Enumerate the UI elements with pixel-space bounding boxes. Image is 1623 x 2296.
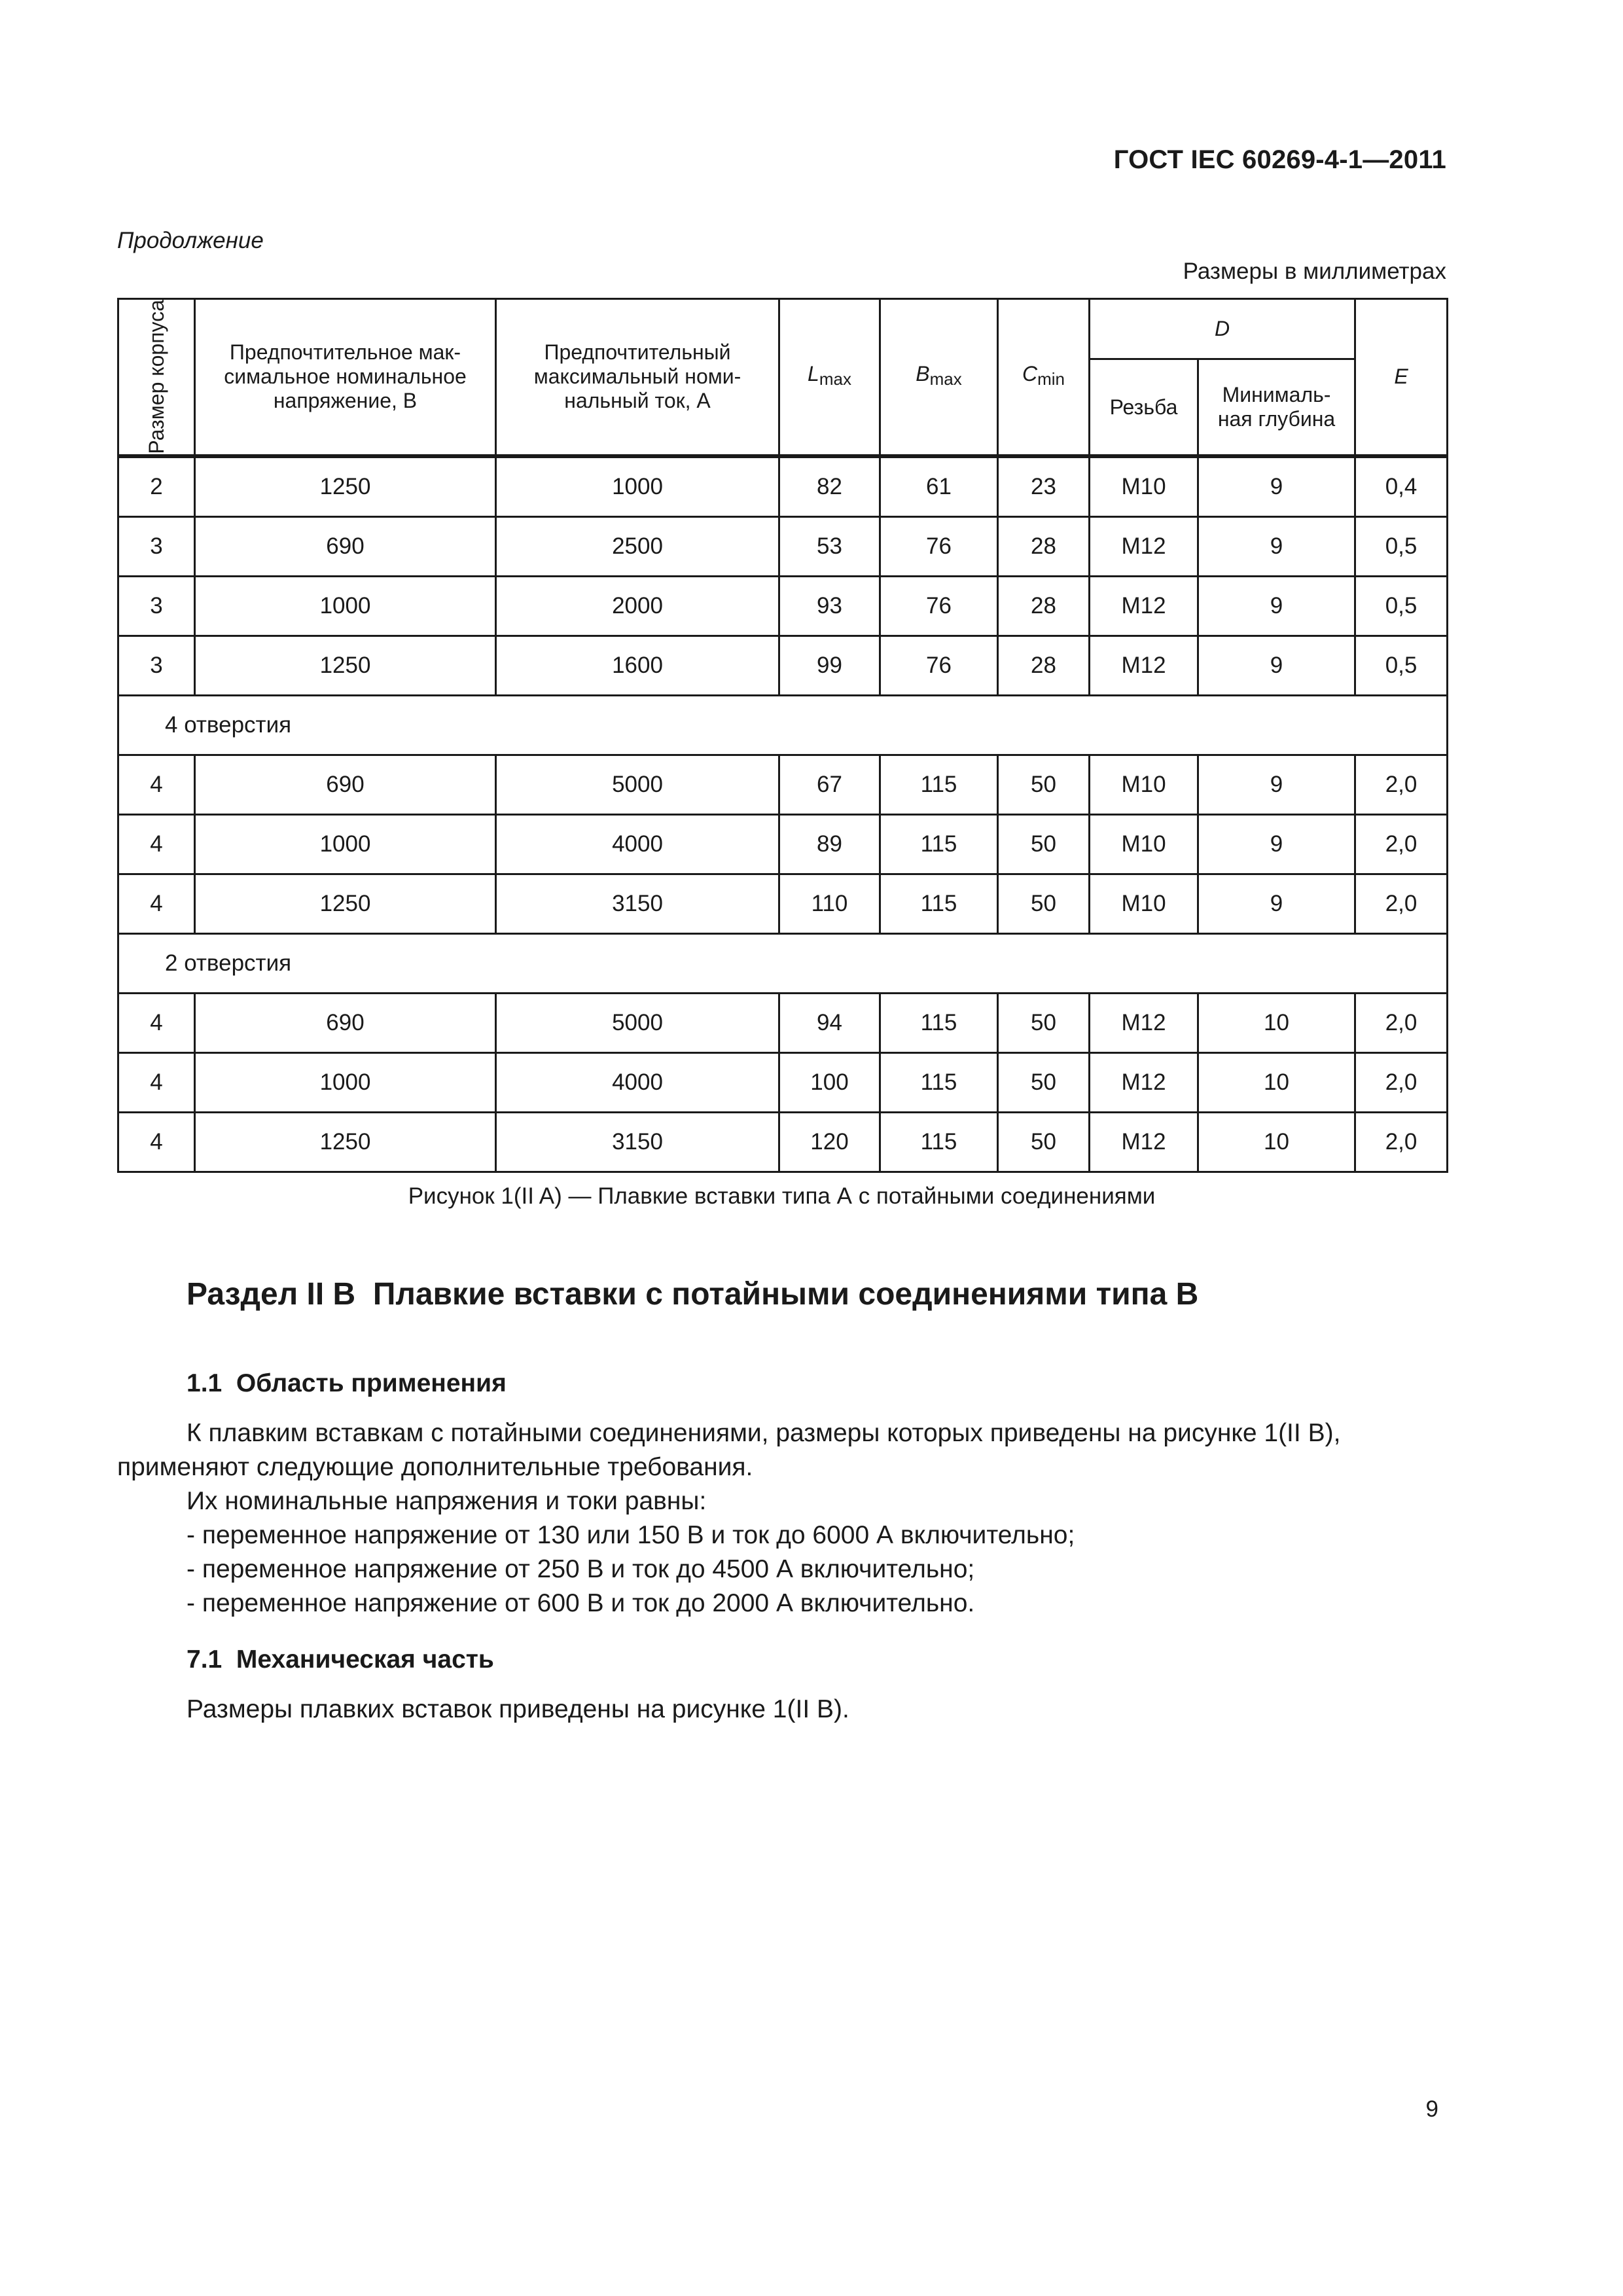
cell-thread: M10 [1090, 814, 1198, 874]
cell-l: 93 [779, 576, 880, 636]
section-title: Раздел II B Плавкие вставки с потайными соединениями типа B [187, 1277, 1199, 1312]
cell-voltage: 1000 [195, 1052, 496, 1112]
scope-text [117, 1416, 1446, 1621]
cell-current: 4000 [496, 814, 779, 874]
cell-thread: M10 [1090, 456, 1198, 517]
cell-b: 115 [880, 874, 998, 933]
cell-thread: M12 [1090, 576, 1198, 636]
cell-l: 120 [779, 1112, 880, 1172]
cell-e: 2,0 [1355, 874, 1448, 933]
cell-b: 76 [880, 636, 998, 695]
cell-l: 110 [779, 874, 880, 933]
table-row [118, 1112, 1448, 1172]
header-d-depth: Минималь-ная глубина [1198, 359, 1355, 456]
cell-c: 50 [998, 755, 1090, 814]
cell-c: 28 [998, 576, 1090, 636]
cell-size: 4 [118, 755, 195, 814]
cell-l: 89 [779, 814, 880, 874]
cell-depth: 9 [1198, 456, 1355, 517]
cell-b: 76 [880, 576, 998, 636]
cell-voltage: 1000 [195, 814, 496, 874]
cell-c: 50 [998, 1052, 1090, 1112]
header-d: D [1090, 299, 1355, 359]
cell-b: 115 [880, 1112, 998, 1172]
table-row [118, 636, 1448, 695]
cell-e: 2,0 [1355, 755, 1448, 814]
cell-depth: 9 [1198, 576, 1355, 636]
cell-current: 3150 [496, 1112, 779, 1172]
cell-depth: 9 [1198, 636, 1355, 695]
cell-depth: 9 [1198, 516, 1355, 576]
cell-e: 2,0 [1355, 1052, 1448, 1112]
cell-b: 76 [880, 516, 998, 576]
cell-depth: 9 [1198, 874, 1355, 933]
cell-voltage: 690 [195, 993, 496, 1052]
cell-l: 53 [779, 516, 880, 576]
table-row [118, 1052, 1448, 1112]
cell-b: 115 [880, 755, 998, 814]
cell-c: 23 [998, 456, 1090, 517]
table-row [118, 814, 1448, 874]
cell-size: 4 [118, 1112, 195, 1172]
cell-thread: M12 [1090, 993, 1198, 1052]
header-l-max: $L_{max}$ [779, 299, 880, 456]
cell-e: 2,0 [1355, 814, 1448, 874]
cell-thread: M10 [1090, 755, 1198, 814]
cell-c: 50 [998, 1112, 1090, 1172]
cell-voltage: 1000 [195, 576, 496, 636]
cell-voltage: 1250 [195, 1112, 496, 1172]
header-size: Размер корпуса [118, 299, 195, 456]
table-row [118, 456, 1448, 517]
cell-e: 0,5 [1355, 576, 1448, 636]
units-note: Размеры в миллиметрах [1183, 259, 1446, 284]
cell-current: 5000 [496, 755, 779, 814]
cell-depth: 10 [1198, 1052, 1355, 1112]
header-b-max: $B_{max}$ [880, 299, 998, 456]
cell-thread: M10 [1090, 874, 1198, 933]
table-row [118, 874, 1448, 933]
cell-l: 100 [779, 1052, 880, 1112]
cell-current: 1600 [496, 636, 779, 695]
header-c-min: $C_{min}$ [998, 299, 1090, 456]
cell-current: 2500 [496, 516, 779, 576]
cell-size: 4 [118, 874, 195, 933]
cell-thread: M12 [1090, 636, 1198, 695]
cell-current: 2000 [496, 576, 779, 636]
table-row [118, 576, 1448, 636]
cell-b: 115 [880, 1052, 998, 1112]
table-group-row [118, 933, 1448, 993]
mechanical-paragraph: Размеры плавких вставок приведены на рисунке 1(II B). [187, 1695, 849, 1723]
cell-b: 61 [880, 456, 998, 517]
cell-l: 82 [779, 456, 880, 517]
cell-voltage: 1250 [195, 636, 496, 695]
cell-depth: 9 [1198, 814, 1355, 874]
page-number: 9 [1425, 2096, 1438, 2122]
document-header: ГОСТ IEC 60269-4-1—2011 [1113, 145, 1446, 174]
cell-current: 5000 [496, 993, 779, 1052]
cell-size: 4 [118, 1052, 195, 1112]
cell-size: 3 [118, 576, 195, 636]
cell-thread: M12 [1090, 1052, 1198, 1112]
cell-b: 115 [880, 993, 998, 1052]
cell-voltage: 690 [195, 755, 496, 814]
group-label-2-holes: 2 отверстия [118, 933, 1448, 993]
mechanical-text [117, 1693, 1446, 1727]
cell-size: 4 [118, 993, 195, 1052]
cell-e: 0,5 [1355, 636, 1448, 695]
continuation-label: Продолжение [117, 228, 264, 253]
cell-depth: 10 [1198, 1112, 1355, 1172]
cell-size: 3 [118, 516, 195, 576]
cell-voltage: 1250 [195, 456, 496, 517]
cell-c: 50 [998, 814, 1090, 874]
cell-size: 2 [118, 456, 195, 517]
cell-thread: M12 [1090, 516, 1198, 576]
table-row [118, 993, 1448, 1052]
subsection-heading-mechanical: 7.1 Механическая часть [187, 1645, 494, 1674]
header-voltage: Предпочтительное мак-симальное номинальное напряжение, В [195, 299, 496, 456]
cell-l: 94 [779, 993, 880, 1052]
cell-l: 67 [779, 755, 880, 814]
list-item: - переменное напряжение от 600 В и ток до 2000 А включительно. [187, 1589, 975, 1617]
scope-paragraph: К плавким вставкам с потайными соединениями, размеры которых приведены на рисунке 1(II B), применяют следующие дополнительные требования. [117, 1419, 1341, 1481]
ratings-intro: Их номинальные напряжения и токи равны: [187, 1487, 707, 1515]
header-e: E [1355, 299, 1448, 456]
header-d-thread: Резьба [1090, 359, 1198, 456]
cell-depth: 10 [1198, 993, 1355, 1052]
header-current: Предпочтительный максимальный номи-нальный ток, А [496, 299, 779, 456]
dimensions-table [117, 298, 1448, 1173]
cell-c: 28 [998, 516, 1090, 576]
cell-e: 0,4 [1355, 456, 1448, 517]
cell-l: 99 [779, 636, 880, 695]
cell-current: 1000 [496, 456, 779, 517]
cell-voltage: 1250 [195, 874, 496, 933]
cell-voltage: 690 [195, 516, 496, 576]
cell-c: 50 [998, 874, 1090, 933]
group-label-4-holes: 4 отверстия [118, 695, 1448, 755]
cell-current: 3150 [496, 874, 779, 933]
cell-size: 3 [118, 636, 195, 695]
cell-current: 4000 [496, 1052, 779, 1112]
cell-e: 2,0 [1355, 993, 1448, 1052]
table-row [118, 516, 1448, 576]
cell-c: 50 [998, 993, 1090, 1052]
cell-size: 4 [118, 814, 195, 874]
cell-b: 115 [880, 814, 998, 874]
table-row [118, 755, 1448, 814]
table-group-row [118, 695, 1448, 755]
figure-caption: Рисунок 1(II A) — Плавкие вставки типа А с потайными соединениями [408, 1183, 1156, 1209]
list-item: - переменное напряжение от 130 или 150 В и ток до 6000 А включительно; [187, 1521, 1075, 1549]
cell-c: 28 [998, 636, 1090, 695]
subsection-heading-scope: 1.1 Область применения [187, 1369, 507, 1397]
list-item: - переменное напряжение от 250 В и ток до 4500 А включительно; [187, 1555, 975, 1583]
cell-e: 0,5 [1355, 516, 1448, 576]
cell-depth: 9 [1198, 755, 1355, 814]
cell-thread: M12 [1090, 1112, 1198, 1172]
cell-e: 2,0 [1355, 1112, 1448, 1172]
